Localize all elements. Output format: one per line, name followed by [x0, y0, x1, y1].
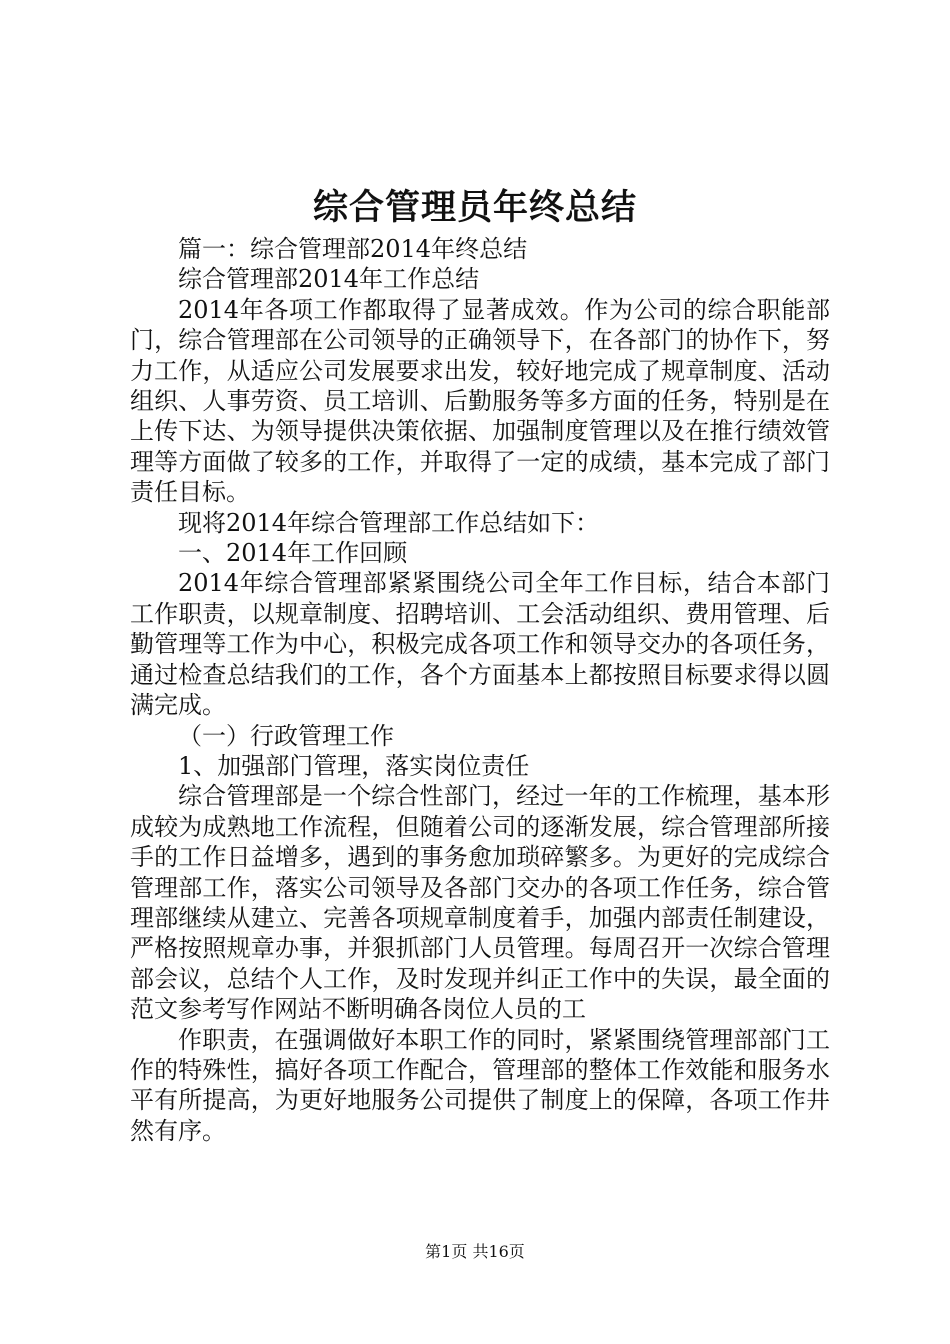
paragraph-management: 综合管理部是一个综合性部门，经过一年的工作梳理，基本形成较为成熟地工作流程，但随着公司的逐渐发展，综合管理部所接手的工作日益增多，遇到的事务愈加琐碎繁多。为更好的完成综合管理部工作，落实公司领导及各部门交办的各项工作任务，综合管理部继续从建立、完善各项规章制度着手，加强内部责任制建设，严格按照规章办事，并狠抓部门人员管理。每周召开一次综合管理部会议，总结个人工作，及时发现并纠正工作中的失误，最全面的范文参考写作网站不断明确各岗位人员的工 — [130, 782, 830, 1024]
paragraph-review: 2014年综合管理部紧紧围绕公司全年工作目标，结合本部门工作职责，以规章制度、招聘培训、工会活动组织、费用管理、后勤管理等工作为中心，积极完成各项工作和领导交办的各项任务，通过检查总结我们的工作，各个方面基本上都按照目标要求得以圆满完成。 — [130, 569, 830, 720]
subtitle-work-summary: 综合管理部2014年工作总结 — [178, 265, 480, 294]
paragraph-responsibilities: 作职责，在强调做好本职工作的同时，紧紧围绕管理部部门工作的特殊性，搞好各项工作配合，管理部的整体工作效能和服务水平有所提高，为更好地服务公司提供了制度上的保障，各项工作井然有序。 — [130, 1025, 830, 1145]
section-heading-article-one: 篇一：综合管理部2014年终总结 — [178, 235, 528, 263]
section-heading-review: 一、2014年工作回顾 — [178, 539, 408, 568]
document-title: 综合管理员年终总结 — [312, 188, 637, 228]
document-body — [130, 234, 830, 1146]
subsection-heading-admin: （一）行政管理工作 — [178, 721, 394, 750]
item-heading-management: 1、加强部门管理，落实岗位责任 — [178, 751, 530, 780]
paragraph-intro: 2014年各项工作都取得了显著成效。作为公司的综合职能部门，综合管理部在公司领导的正确领导下，在各部门的协作下，努力工作，从适应公司发展要求出发，较好地完成了规章制度、活动组织、人事劳资、员工培训、后勤服务等多方面的任务，特别是在上传下达、为领导提供决策依据、加强制度管理以及在推行绩效管理等方面做了较多的工作，并取得了一定的成绩，基本完成了部门责任目标。 — [130, 295, 830, 507]
paragraph-summary-lead: 现将2014年综合管理部工作总结如下： — [178, 508, 600, 537]
page-number-footer: 第1页 共16页 — [425, 1242, 525, 1261]
